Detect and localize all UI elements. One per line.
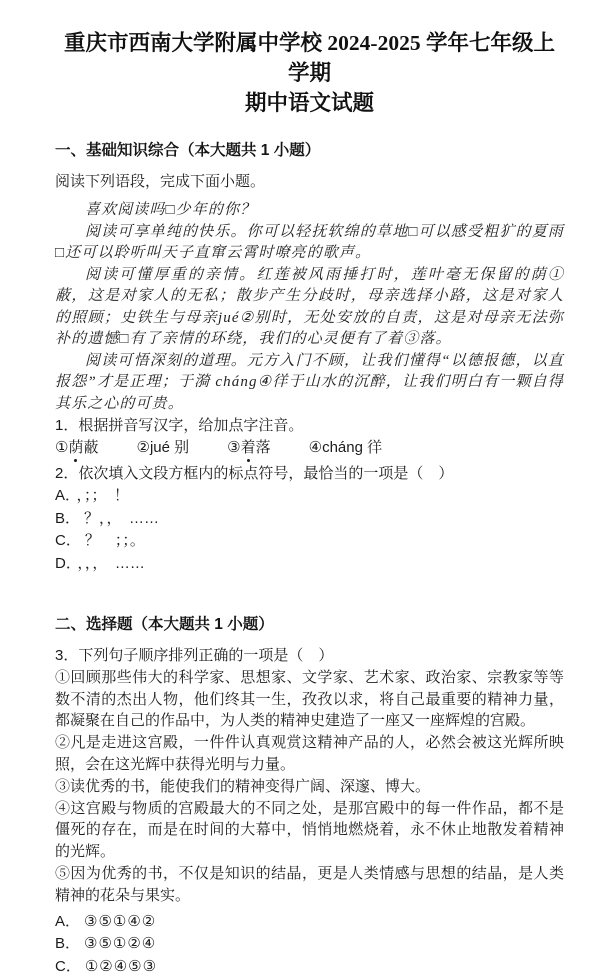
question-3-options: [55, 911, 564, 979]
pinyin-item-4-rest: 徉: [367, 439, 383, 456]
pinyin-item-1-num: ①: [55, 439, 69, 456]
pinyin-item-1-dotted-char: 荫: [68, 437, 83, 459]
sentence-1: ①回顾那些伟大的科学家、思想家、文学家、艺术家、政治家、宗教家等等数不清的杰出人物，他们终其一生，孜孜以求，将自己最重要的精神力量，都凝聚在自己的作品中，为人类的精神史建造了一座又一座辉煌的宫殿。: [55, 668, 564, 730]
question-1-label: 1．根据拼音写汉字，给加点字注音。: [55, 417, 304, 434]
section-1-intro: 阅读下列语段，完成下面小题。: [55, 173, 266, 190]
pinyin-item-3: [227, 437, 270, 459]
sentence-2: ②凡是走进这宫殿，一件件认真观赏这精神产品的人，必然会被这光辉所映照，会在这光辉中获得光明与力量。: [55, 734, 564, 773]
question-2-option-d: [55, 553, 564, 576]
option-a-letter: A．: [55, 912, 81, 930]
passage-paragraph-1: 喜欢阅读吗□少年的你？: [85, 202, 257, 218]
option-b-letter: B．: [55, 935, 81, 953]
passage-paragraph-2: 阅读可享单纯的快乐。你可以轻抚软绵的草地□可以感受粗犷的夏雨□还可以聆听叫天子直窜云霄时嘹亮的歌声。: [55, 223, 564, 261]
pinyin-item-2-num: ②: [136, 439, 150, 456]
pinyin-item-1: [55, 437, 98, 459]
page-title: [55, 28, 564, 118]
option-c-text: ？ ；；。: [84, 532, 145, 550]
passage-paragraph-3: 阅读可懂厚重的亲情。红莲被风雨捶打时，莲叶毫无保留的荫①蔽，这是对家人的无私；散步产生分歧时，母亲选择小路，这是对家人的照顾；史铁生与母亲jué②别时，无处安放的自责，这是对母亲无法弥补的遗憾□有了亲情的环绕，我们的心灵便有了着③落。: [55, 266, 564, 347]
reading-passage: [55, 200, 564, 415]
pinyin-item-3-num: ③: [227, 439, 241, 456]
pinyin-item-1-rest: 蔽: [83, 439, 99, 456]
option-b-letter: B．: [55, 509, 81, 527]
option-d-letter: D．: [55, 555, 74, 573]
pinyin-item-3-dotted-char: 着: [241, 437, 256, 459]
page-title-line2: 期中语文试题: [244, 91, 374, 115]
question-2-options: [55, 485, 564, 576]
question-2-option-a: [55, 485, 564, 508]
question-1-items: [55, 437, 564, 459]
pinyin-item-2-rest: 别: [174, 439, 190, 456]
option-a-text: ，；； ！: [76, 487, 130, 504]
section-2-header: 二、选择题（本大题共 1 小题）: [55, 615, 274, 633]
sentence-3: ③读优秀的书，能使我们的精神变得广阔、深邃、博大。: [55, 777, 431, 795]
option-d-text: ，，， ……: [77, 555, 145, 573]
option-b-text: ？，， ……: [84, 509, 160, 527]
question-3-label: 3．下列句子顺序排列正确的一项是（ ）: [55, 646, 334, 664]
option-a-sequence: ③⑤①④②: [84, 912, 157, 930]
question-2-option-c: [55, 530, 564, 553]
page-title-line1: 重庆市西南大学附属中学校 2024-2025 学年七年级上学期: [64, 31, 555, 85]
option-a-letter: A．: [55, 487, 73, 504]
question-2-label: 2．依次填入文段方框内的标点符号，最恰当的一项是（ ）: [55, 465, 454, 482]
section-1-header: 一、基础知识综合（本大题共 1 小题）: [55, 142, 321, 159]
pinyin-item-3-rest: 落: [255, 439, 271, 456]
pinyin-item-4-num: ④: [308, 439, 323, 456]
pinyin-item-4-pre: cháng: [322, 439, 368, 456]
sentence-5: ⑤因为优秀的书，不仅是知识的结晶，更是人类情感与思想的结晶，是人类精神的花朵与果实。: [55, 864, 564, 904]
sentence-4: ④这宫殿与物质的宫殿最大的不同之处，是那宫殿中的每一件作品，都不是僵死的存在，而是在时间的大幕中，悄悄地燃烧着，永不休止地散发着精神的光辉。: [55, 799, 564, 861]
option-b-sequence: ③⑤①②④: [84, 935, 157, 953]
option-c-letter: C．: [55, 532, 81, 550]
pinyin-item-2: [136, 437, 189, 459]
option-c-sequence: ①②④⑤③: [84, 957, 158, 975]
pinyin-item-4: [309, 437, 383, 459]
pinyin-item-2-pre: jué: [149, 439, 175, 456]
question-3-option-b: [55, 933, 564, 956]
question-2-option-b: [55, 508, 564, 531]
question-3-option-a: [55, 911, 564, 934]
question-3-option-c: [55, 956, 564, 979]
question-3-sentences: [55, 667, 564, 907]
option-c-letter: C．: [55, 957, 81, 975]
passage-paragraph-4: 阅读可悟深刻的道理。元方入门不顾，让我们懂得“以德报德，以直报怨”才是正理；于漪 cháng④徉于山水的沉醉，让我们明白有一颗自得其乐之心的可贵。: [55, 352, 564, 412]
